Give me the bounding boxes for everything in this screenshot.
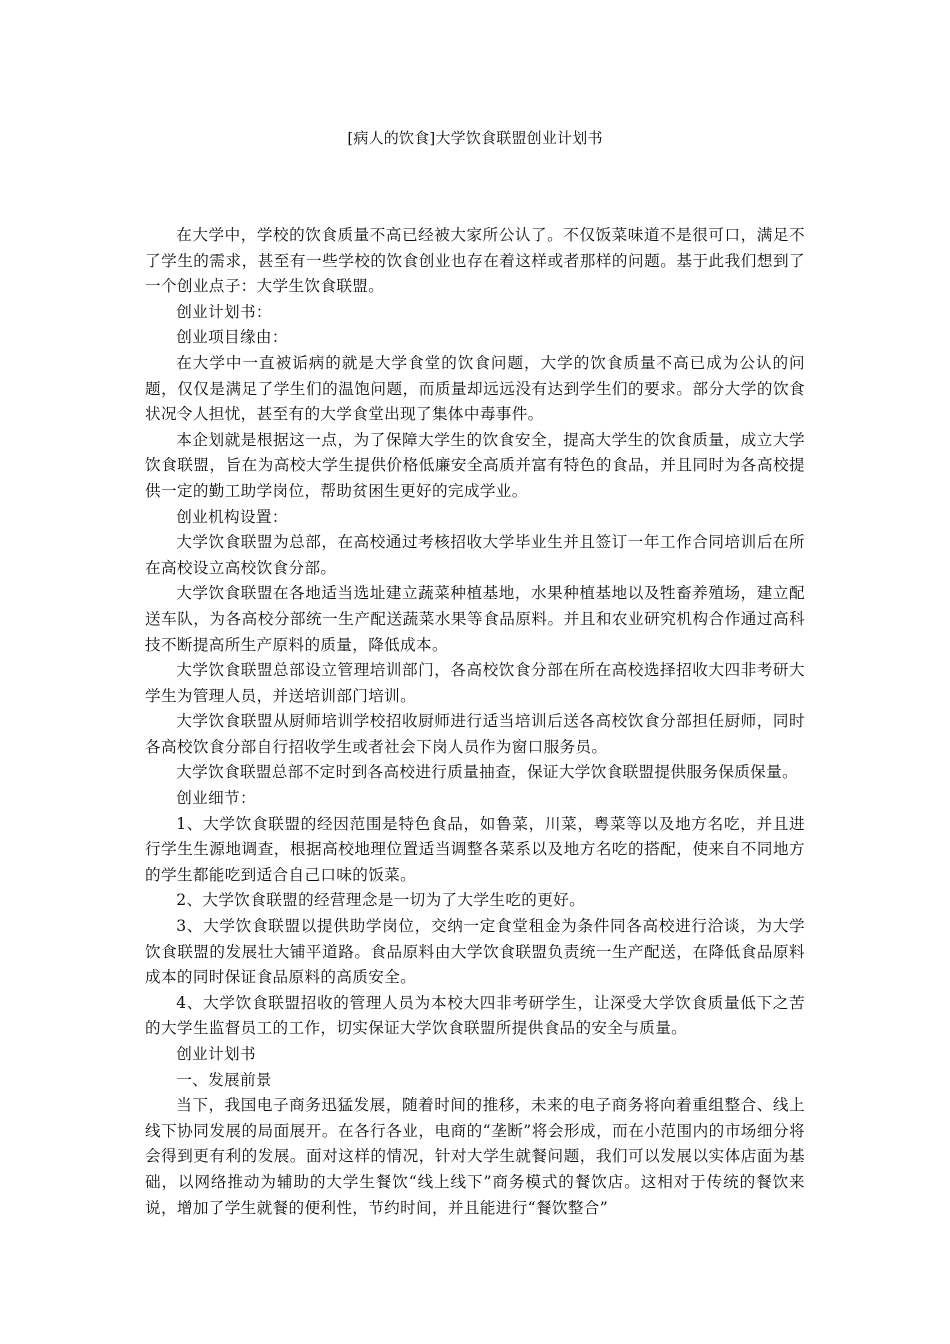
heading-business-plan: 创业计划书： <box>176 302 272 321</box>
paragraph-detail-3: 3、大学饮食联盟以提供助学岗位，交纳一定食堂租金为条件同各高校进行洽谈，为大学饮食联盟的发展壮大铺平道路。食品原料由大学饮食联盟负责统一生产配送，在降低食品原料成本的同时保证食品原料的高质安全。 <box>145 917 805 987</box>
paragraph-intro: 在大学中，学校的饮食质量不高已经被大家所公认了。不仅饭菜味道不是很可口，满足不了学生的需求，甚至有一些学校的饮食创业也存在着这样或者那样的问题。基于此我们想到了一个创业点子：大学生饮食联盟。 <box>145 226 805 296</box>
paragraph-detail-4: 4、大学饮食联盟招收的管理人员为本校大四非考研学生，让深受大学饮食质量低下之苦的大学生监督员工的工作，切实保证大学饮食联盟所提供食品的安全与质量。 <box>145 993 805 1038</box>
heading-project-origin: 创业项目缘由： <box>176 328 288 347</box>
document-title: [病人的饮食]大学饮食联盟创业计划书 <box>347 129 603 147</box>
paragraph-organization-chefs: 大学饮食联盟从厨师培训学校招收厨师进行适当培训后送各高校饮食分部担任厨师，同时各高校饮食分部自行招收学生或者社会下岗人员作为窗口服务员。 <box>145 712 805 756</box>
paragraph-development-prospects: 当下，我国电子商务迅猛发展，随着时间的推移，未来的电子商务将向着重组整合、线上线下协同发展的局面展开。在各行各业，电商的“垄断”将会形成，而在小范围内的市场细分将会得到更有利的发展。面对这样的情况，针对大学生就餐问题，我们可以发展以实体店面为基础，以网络推动为辅助的大学生餐饮“线上线下”商务模式的餐饮店。这相对于传统的餐饮来说，增加了学生就餐的便利性，节约时间，并且能进行“餐饮整合” <box>145 1096 805 1217</box>
paragraph-origin-problem: 在大学中一直被诟病的就是大学食堂的饮食问题，大学的饮食质量不高已成为公认的问题，仅仅是满足了学生们的温饱问题，而质量却远远没有达到学生们的要求。部分大学的饮食状况令人担忧，甚至有的大学食堂出现了集体中毒事件。 <box>145 353 805 424</box>
paragraph-detail-2: 2、大学饮食联盟的经营理念是一切为了大学生吃的更好。 <box>176 891 586 910</box>
heading-development-prospects: 一、发展前景 <box>176 1070 272 1089</box>
paragraph-detail-1: 1、大学饮食联盟的经因范围是特色食品，如鲁菜，川菜，粤菜等以及地方名吃，并且进行学生生源地调查，根据高校地理位置适当调整各菜系以及地方名吃的搭配，使来自不同地方的学生都能吃到适合自己口味的饭菜。 <box>145 814 805 884</box>
paragraph-organization-training: 大学饮食联盟总部设立管理培训部门，各高校饮食分部在所在高校选择招收大四非考研大学生为管理人员，并送培训部门培训。 <box>145 661 805 705</box>
paragraph-origin-purpose: 本企划就是根据这一点，为了保障大学生的饮食安全，提高大学生的饮食质量，成立大学饮食联盟，旨在为高校大学生提供价格低廉安全高质并富有特色的食品，并且同时为各高校提供一定的勤工助学岗位，帮助贫困生更好的完成学业。 <box>145 430 805 500</box>
heading-business-plan-2: 创业计划书 <box>176 1045 256 1063</box>
document-body <box>145 223 805 1221</box>
paragraph-organization-quality: 大学饮食联盟总部不定时到各高校进行质量抽查，保证大学饮食联盟提供服务保质保量。 <box>176 763 798 782</box>
paragraph-organization-hq: 大学饮食联盟为总部，在高校通过考核招收大学毕业生并且签订一年工作合同培训后在所在高校设立高校饮食分部。 <box>145 533 805 577</box>
heading-details: 创业细节： <box>176 789 256 808</box>
paragraph-organization-bases: 大学饮食联盟在各地适当选址建立蔬菜种植基地，水果种植基地以及牲畜养殖场，建立配送车队，为各高校分部统一生产配送蔬菜水果等食品原料。并且和农业研究机构合作通过高科技不断提高所生产原料的质量，降低成本。 <box>145 584 805 654</box>
heading-organization: 创业机构设置： <box>176 507 288 526</box>
